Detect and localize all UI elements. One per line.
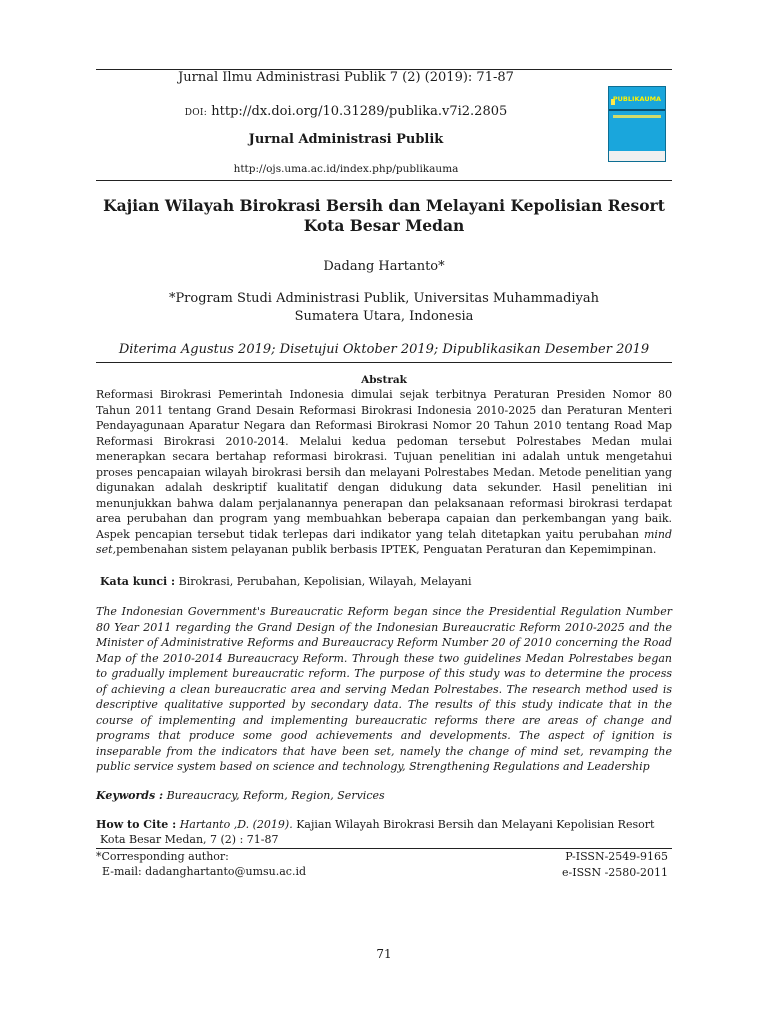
publication-name: Jurnal Administrasi Publik — [248, 132, 444, 147]
abstract-text-main: Reformasi Birokrasi Pemerintah Indonesia dimulai sejak terbitnya Peraturan Presiden Nomor 80 Tahun 2011 tentang Grand Desain Reformasi Birokrasi Indonesia 2010-2025 dan Peraturan Menteri Pendayagunaan Aparatur Negara dan Reformasi Birokrasi Nomor 20 Tahun 2010 tentang Road Map Reformasi Birokrasi 2010-2014. Melalui kedua pedoman tersebut Polrestabes Medan mulai menerapkan secara bertahap reformasi birokrasi. Tujuan penelitian ini adalah untuk mengetahui proses pencapaian wilayah birokrasi bersih dan melayani Polrestabes Medan. Metode penelitian yang digunakan adalah deskriptif kualitatif dengan didukung data sekunder. Hasil penelitian ini menunjukkan bahwa dalam perjalanannya penerapan dan pelaksanaan reformasi birokrasi terdapat area perubahan dan program yang membuahkan beberapa capaian dan perkembangan yang baik. Aspek pencapian tersebut tidak terlepas dari indikator yang telah ditetapkan yaitu perubahan — [96, 388, 672, 541]
issn-block — [520, 849, 668, 881]
affiliation-line-2: Sumatera Utara, Indonesia — [294, 309, 474, 324]
cite-title: Kajian Wilayah Birokrasi Bersih dan Melayani Kepolisian Resort — [296, 818, 655, 831]
kata-kunci-label: Kata kunci : — [100, 575, 176, 588]
doi-link[interactable]: http://dx.doi.org/10.31289/publika.v7i2.2805 — [211, 104, 508, 119]
cover-band — [613, 115, 661, 118]
corresponding-email[interactable]: E-mail: dadanghartanto@umsu.ac.id — [102, 865, 307, 878]
journal-url-link[interactable]: http://ojs.uma.ac.id/index.php/publikauma — [233, 163, 459, 175]
abstract-heading: Abstrak — [361, 374, 407, 386]
abstract-paragraph — [96, 387, 672, 558]
journal-cover-image — [608, 86, 666, 162]
keywords-values: Bureaucracy, Reform, Region, Services — [166, 789, 385, 802]
page-number: 71 — [376, 947, 392, 961]
kata-kunci-values: Birokrasi, Perubahan, Kepolisian, Wilayah, Melayani — [178, 575, 472, 588]
abstract-text-end: pembenahan sistem pelayanan publik berbasis IPTEK, Penguatan Peraturan dan Kepemimpinan. — [116, 543, 657, 556]
title-line-2: Kota Besar Medan — [303, 216, 465, 235]
cover-bottom — [609, 151, 665, 161]
corresponding-label: *Corresponding author: — [96, 850, 229, 863]
kata-kunci — [100, 575, 670, 588]
doi-prefix: DOI: — [184, 108, 208, 118]
cite-line-1 — [96, 817, 672, 832]
english-abstract-text: The Indonesian Government's Bureaucratic Reform began since the Presidential Regulation Number 80 Year 2011 regarding the Grand Design of the Indonesian Bureaucratic Reform 2010-2025 and the Minister of Administrative Reforms and Bureaucracy Reform Number 20 of 2010 concerning the Road Map of the 2010-2014 Bureaucracy Reform. Through these two guidelines Medan Polrestabes began to gradually implement bureaucratic reform. The purpose of this study was to determine the process of achieving a clean bureaucratic area and serving Medan Polrestabes. The research method used is descriptive qualitative supported by secondary data. The results of this study indicate that in the course of implementing and implementing bureaucratic reforms there are areas of change and programs that produce some good achievements and developments. The aspect of ignition is inseparable from the indicators that have been set, namely the change of mind set, revamping the public service system based on science and technology, Strengthening Regulations and Leadership — [96, 605, 672, 773]
p-issn: P-ISSN-2549-9165 — [565, 850, 668, 863]
abstract-body — [96, 387, 672, 558]
affiliation-line-1: *Program Studi Administrasi Publik, Universitas Muhammadiyah — [168, 291, 600, 306]
cover-stripe — [609, 109, 665, 111]
keywords — [96, 789, 672, 802]
keywords-label: Keywords : — [96, 789, 164, 802]
e-issn: e-ISSN -2580-2011 — [562, 866, 668, 879]
cite-label: How to Cite : — [96, 818, 177, 831]
cite-line-2: Kota Besar Medan, 7 (2) : 71-87 — [100, 833, 279, 846]
cite-author: Hartanto ,D. (2019). — [179, 818, 293, 831]
article-title — [96, 196, 672, 236]
cover-title: PUBLIKAUMA — [612, 95, 662, 103]
article-dates: Diterima Agustus 2019; Disetujui Oktober 2019; Dipublikasikan Desember 2019 — [118, 342, 650, 357]
how-to-cite — [96, 817, 672, 847]
journal-citation-line: Jurnal Ilmu Administrasi Publik 7 (2) (2019): 71-87 — [178, 70, 514, 85]
english-abstract — [96, 604, 672, 775]
doi-line — [96, 104, 596, 119]
affiliation — [96, 290, 672, 326]
title-line-1: Kajian Wilayah Birokrasi Bersih dan Melayani Kepolisian Resort — [103, 196, 665, 215]
header-bottom-rule — [96, 180, 672, 181]
corresponding-author — [96, 849, 306, 879]
abstract-top-rule — [96, 362, 672, 363]
author-name: Dadang Hartanto* — [323, 259, 445, 274]
abstract-text-italic: mind set, — [96, 527, 673, 556]
